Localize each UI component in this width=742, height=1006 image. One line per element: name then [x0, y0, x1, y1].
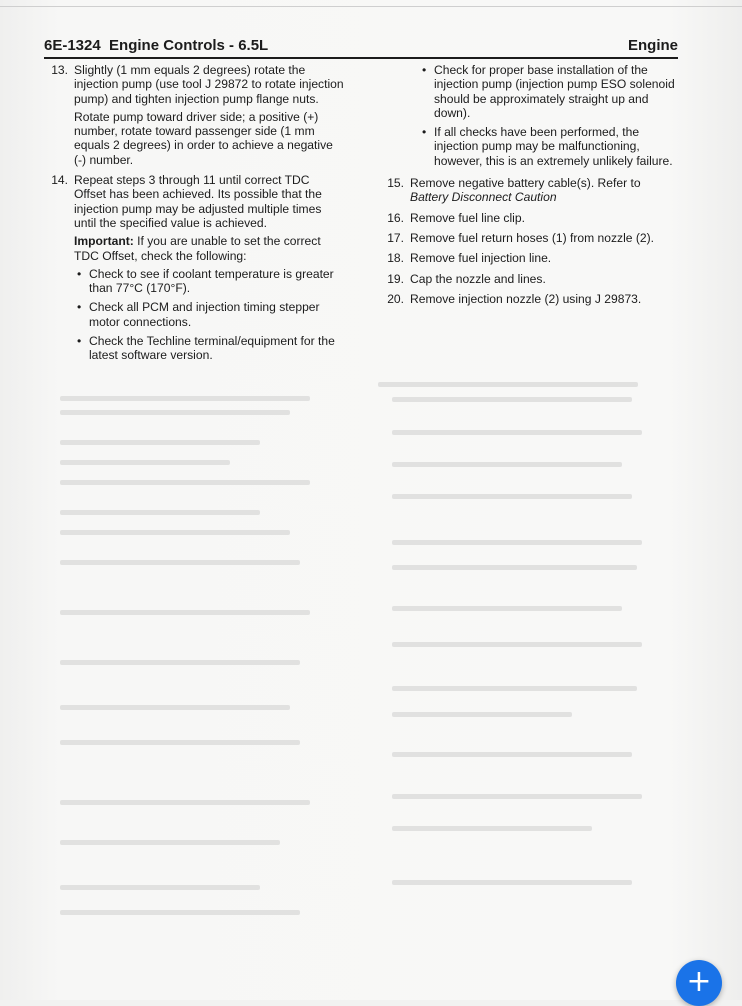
step-15 — [380, 176, 680, 205]
list-item: • Check all PCM and injection timing stepper motor connections. — [77, 300, 320, 329]
step-text: Remove fuel line clip. — [410, 210, 525, 225]
bullet-icon: • — [422, 125, 427, 140]
check-list — [74, 267, 344, 363]
step-18 — [380, 251, 680, 265]
step-number: 15. — [387, 176, 404, 191]
left-column — [44, 63, 344, 368]
step-number: 13. — [51, 63, 68, 77]
step-14 — [44, 173, 344, 363]
step-number: 18. — [387, 251, 404, 266]
list-item: • Check for proper base installation of the injection pump (injection pump ESO solenoid should be approximately straight up and down). — [422, 63, 675, 120]
important-label: Important: — [74, 234, 134, 249]
step-number: 19. — [387, 271, 404, 286]
chapter-title: Engine — [627, 37, 678, 54]
section-title: 6E-1324 Engine Controls - 6.5L — [44, 37, 269, 54]
list-item: • Check to see if coolant temperature is greater than 77°C (170°F). — [77, 266, 334, 296]
step-text: Remove fuel return hoses (1) from nozzle (2). — [410, 230, 654, 245]
step-text: Remove injection nozzle (2) using J 29873. — [410, 291, 642, 306]
step-13 — [44, 63, 344, 167]
step-20 — [380, 292, 680, 306]
right-column — [380, 63, 680, 312]
step-number: 14. — [51, 173, 68, 188]
bullet-icon: • — [77, 334, 82, 349]
important-note — [74, 234, 344, 263]
bullet-icon: • — [77, 266, 82, 281]
step-17 — [380, 231, 680, 245]
bullet-icon: • — [77, 300, 82, 315]
step-16 — [380, 211, 680, 225]
step-text: Repeat steps 3 through 11 until correct TDC Offset has been achieved. Its possible that the injection pump may be adjusted multiple times until the specified value is achieved. — [74, 173, 322, 230]
add-button[interactable] — [676, 960, 722, 1006]
step-19 — [380, 272, 680, 286]
step-text: Remove negative battery cable(s). Refer to — [410, 176, 641, 191]
step-number: 20. — [387, 291, 404, 306]
step-text: Cap the nozzle and lines. — [410, 271, 546, 286]
page-header — [44, 37, 678, 59]
step-text: Slightly (1 mm equals 2 degrees) rotate the injection pump (use tool J 29872 to rotate injection pump) and tighten injection pump flange nuts. — [74, 63, 344, 106]
important-text: If you are unable to set the correct TDC Offset, check the following: — [74, 234, 321, 263]
list-item: • If all checks have been performed, the injection pump may be malfunctioning, however, this is an extremely unlikely failure. — [422, 125, 673, 168]
bullet-icon: • — [422, 63, 427, 77]
scan-edge-line — [0, 6, 742, 7]
step-note: Rotate pump toward driver side; a positive (+) number, rotate toward passenger side (1 mm equals 2 degrees) in order to achieve a negative (-) number. — [74, 109, 333, 167]
check-list-continued — [420, 63, 680, 168]
plus-icon: + — [686, 964, 712, 999]
reference-link-text: Battery Disconnect Caution — [410, 190, 557, 205]
list-item: • Check the Techline terminal/equipment for the latest software version. — [77, 334, 335, 363]
step-number: 17. — [387, 230, 404, 245]
step-text: Remove fuel injection line. — [410, 251, 552, 266]
step-number: 16. — [387, 210, 404, 225]
